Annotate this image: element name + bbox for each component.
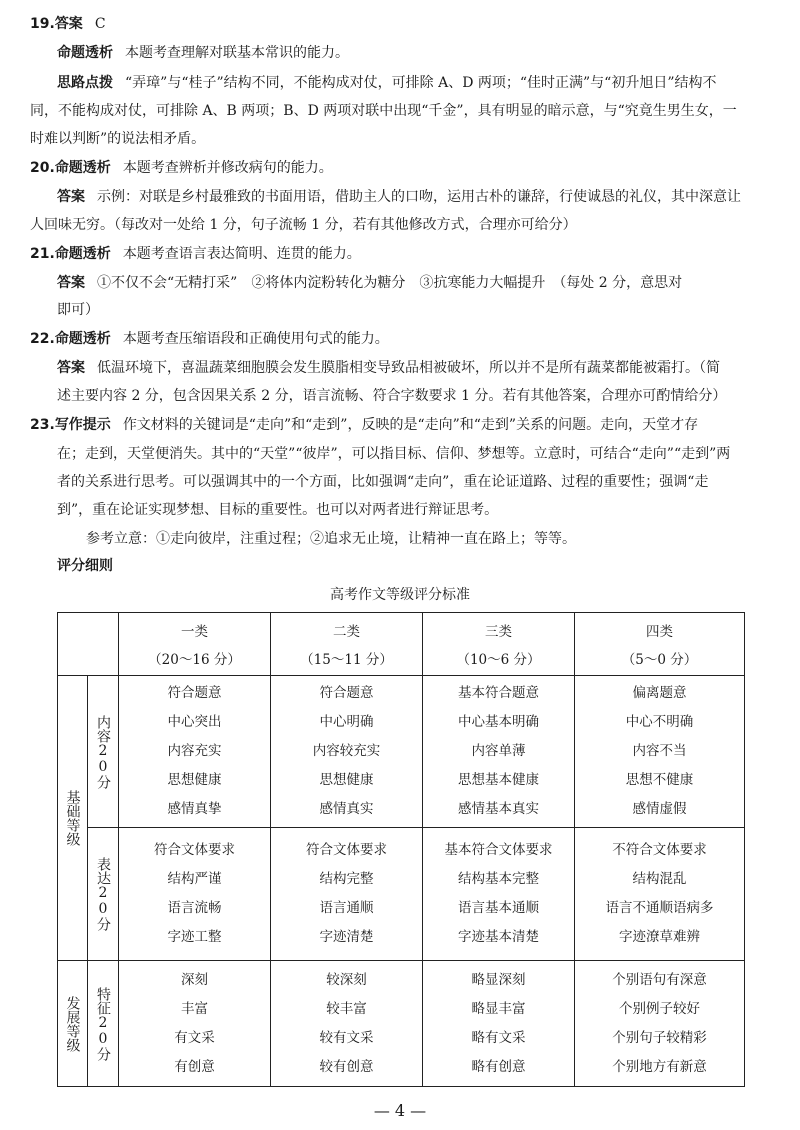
expression-grade-1: 符合文体要求 结构严谨 语言流畅 字迹工整 <box>119 828 271 961</box>
q20-focus: 20.命题透析 本题考查辨析并修改病句的能力。 <box>30 160 333 176</box>
q23-line-2: 在；走到，天堂便消失。其中的“天堂”“彼岸”，可以指目标、信仰、梦想等。立意时，可结合“走向”“走到”两 <box>57 446 731 462</box>
q22-answer-line-1: 答案 低温环境下，喜温蔬菜细胞膜会发生膜脂相变导致品相被破坏，所以并不是所有蔬菜都能被霜打。（简 <box>57 360 720 376</box>
q22-answer-line-2: 述主要内容 2 分，包含因果关系 2 分，语言流畅、符合字数要求 1 分。若有其他答案，合理亦可酌情给分） <box>57 388 727 404</box>
q23-reference: 参考立意：①走向彼岸，注重过程；②追求无止境，让精神一直在路上；等等。 <box>86 531 576 547</box>
content-grade-4: 偏离题意 中心不明确 内容不当 思想不健康 感情虚假 <box>575 676 745 828</box>
q19-hint-line-1: 思路点拨 “弄璋”与“桂子”结构不同，不能构成对仗，可排除 A、D 两项；“佳时正满”与“初升旭日”结构不 <box>57 75 717 91</box>
table-title: 高考作文等级评分标准 <box>330 587 470 603</box>
content-grade-2: 符合题意 中心明确 内容较充实 思想健康 感情真实 <box>271 676 423 828</box>
q19-hint-line-3: 时难以判断”的说法相矛盾。 <box>30 131 206 147</box>
grade-4-header: 四类 （5～0 分） <box>575 613 745 676</box>
q21-focus: 21.命题透析 本题考查语言表达简明、连贯的能力。 <box>30 246 361 262</box>
q19-hint-line-2: 同，不能构成对仗，可排除 A、B 两项；B、D 两项对联中出现“千金”，具有明显的暗示意，与“究竟生男生女，一 <box>30 103 737 119</box>
expression-row <box>58 828 745 961</box>
content-row <box>58 676 745 828</box>
q19-answer-line: 19.答案 C <box>30 16 106 32</box>
content-grade-1: 符合题意 中心突出 内容充实 思想健康 感情真挚 <box>119 676 271 828</box>
grade-2-header: 二类 （15～11 分） <box>271 613 423 676</box>
q23-line-3: 者的关系进行思考。可以强调其中的一个方面，比如强调“走向”，重在论证道路、过程的重要性；强调“走 <box>57 474 709 490</box>
development-level-cell: 发展等级 <box>58 961 88 1087</box>
feature-grade-2: 较深刻 较丰富 较有文采 较有创意 <box>271 961 423 1087</box>
expression-grade-3: 基本符合文体要求 结构基本完整 语言基本通顺 字迹基本清楚 <box>423 828 575 961</box>
feature-grade-1: 深刻 丰富 有文采 有创意 <box>119 961 271 1087</box>
grade-1-header: 一类 （20～16 分） <box>119 613 271 676</box>
content-grade-3: 基本符合题意 中心基本明确 内容单薄 思想基本健康 感情基本真实 <box>423 676 575 828</box>
feature-row <box>58 961 745 1087</box>
q21-answer-line-1: 答案 ①不仅不会“无精打采” ②将体内淀粉转化为糖分 ③抗寒能力大幅提升 （每处 2 分，意思对 <box>57 275 683 291</box>
grading-table <box>57 612 745 1087</box>
grade-header-row <box>58 613 745 676</box>
header-corner <box>58 613 119 676</box>
q23-line-1: 23.写作提示 作文材料的关键词是“走向”和“走到”，反映的是“走向”和“走到”关系的问题。走向，天堂才存 <box>30 417 699 433</box>
page-number: — 4 — <box>373 1101 427 1120</box>
q20-answer-line-2: 人回味无穷。（每改对一处给 1 分，句子流畅 1 分，若有其他修改方式，合理亦可给分） <box>30 217 577 233</box>
expression-label-cell: 表达20分 <box>88 828 119 961</box>
q21-answer-line-2: 即可） <box>57 302 99 318</box>
q23-line-4: 到”，重在论证实现梦想、目标的重要性。也可以对两者进行辩证思考。 <box>57 502 499 518</box>
content-label-cell: 内容20分 <box>88 676 119 828</box>
scoring-rules-label: 评分细则 <box>57 558 113 574</box>
q20-answer-line-1: 答案 示例：对联是乡村最雅致的书面用语，借助主人的口吻，运用古朴的谦辞，行使诚恳的礼仪，其中深意让 <box>57 189 741 205</box>
basic-level-cell: 基础等级 <box>58 676 88 961</box>
feature-grade-3: 略显深刻 略显丰富 略有文采 略有创意 <box>423 961 575 1087</box>
feature-label-cell: 特征20分 <box>88 961 119 1087</box>
grade-3-header: 三类 （10～6 分） <box>423 613 575 676</box>
q19-focus: 命题透析 本题考查理解对联基本常识的能力。 <box>57 45 349 61</box>
q22-focus: 22.命题透析 本题考查压缩语段和正确使用句式的能力。 <box>30 331 389 347</box>
feature-grade-4: 个别语句有深意 个别例子较好 个别句子较精彩 个别地方有新意 <box>575 961 745 1087</box>
expression-grade-4: 不符合文体要求 结构混乱 语言不通顺语病多 字迹潦草难辨 <box>575 828 745 961</box>
expression-grade-2: 符合文体要求 结构完整 语言通顺 字迹清楚 <box>271 828 423 961</box>
